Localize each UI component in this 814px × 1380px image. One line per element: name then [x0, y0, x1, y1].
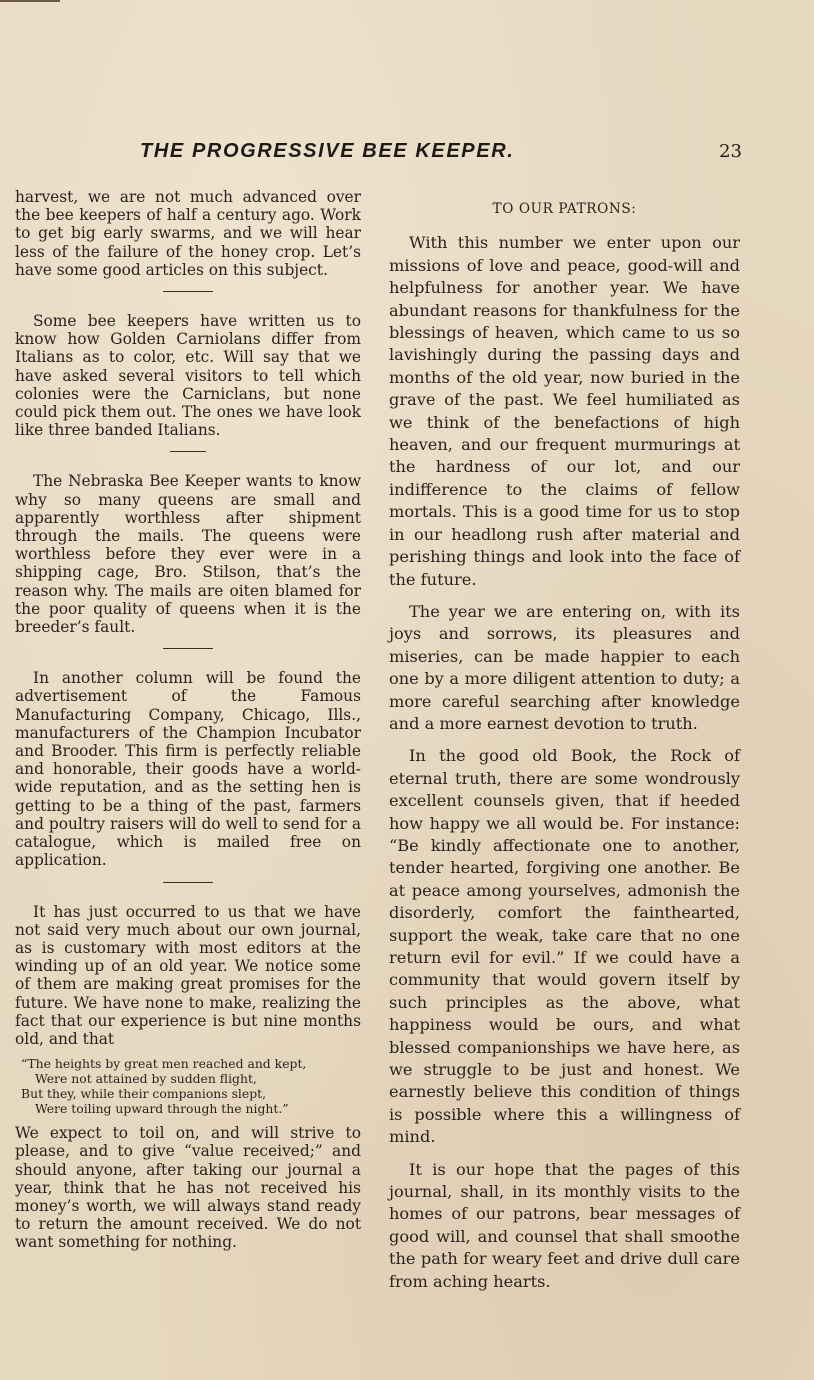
page-header — [140, 140, 750, 170]
right-paragraph-4: It is our hope that the pages of this journal, shall, in its monthly visits to the homes of our patrons, bear messages of good will, and counsel that shall smoothe the path for weary feet and drive dull care from aching hearts. — [389, 1159, 740, 1291]
left-paragraph-1: harvest, we are not much advanced over the bee keepers of half a century ago. Work to get big early swarms, and we will hear less of the failure of the honey crop. Let’s have some good articles on this subject. — [15, 188, 361, 279]
section-divider — [163, 648, 213, 649]
right-column — [389, 188, 740, 1293]
left-paragraph-6: We expect to toil on, and will strive to please, and to give “value received;” and should anyone, after taking our journal a year, think that he has not received his money’s worth, we will always stand ready to return the amount received. We do not want something for nothing. — [15, 1124, 361, 1252]
section-heading: TO OUR PATRONS: — [492, 201, 637, 217]
masthead-title: THE PROGRESSIVE BEE KEEPER. — [140, 140, 515, 162]
section-divider — [163, 291, 213, 292]
poem-quote — [21, 1056, 361, 1116]
poem-line: “The heights by great men reached and kept, — [21, 1056, 307, 1072]
poem-line: Were not attained by sudden flight, — [35, 1071, 257, 1087]
left-paragraph-4: In another column will be found the advertisement of the Famous Manufacturing Company, Chicago, Ills., manufacturers of the Champion Incubator and Brooder. This firm is perfectly reliable and honorable, their goods have a world-wide reputation, and as the setting hen is getting to be a thing of the past, farmers and poultry raisers will do well to send for a catalogue, which is mailed free on application. — [15, 669, 361, 870]
right-paragraph-2: The year we are entering on, with its joys and sorrows, its pleasures and miseries, can be made happier to each one by a more diligent attention to duty; a more careful searching after knowledge and a more earnest devotion to truth. — [389, 601, 740, 733]
top-edge-rule — [0, 0, 60, 2]
right-paragraph-3: In the good old Book, the Rock of eternal truth, there are some wondrously excellent counsels given, that if heeded how happy we all would be. For instance: “Be kindly affectionate one to another, tender hearted, forgiving one another. Be at peace among yourselves, admonish the disorderly, comfort the fainthearted, support the weak, take care that no one return evil for evil.” If we could have a community that would govern itself by such principles as the above, what happiness would be ours, and what blessed companionships we have here, as we struggle to be just and honest. We earnestly believe this condition of things is possible where this a willingness of mind. — [389, 746, 740, 1147]
left-column — [15, 188, 361, 1252]
left-paragraph-3: The Nebraska Bee Keeper wants to know why so many queens are small and apparently worthless after shipment through the mails. The queens were worthless before they ever were in a shipping cage, Bro. Stilson, that’s the reason why. The mails are oiten blamed for the poor quality of queens when it is the breeder’s fault. — [15, 472, 361, 637]
left-paragraph-5: It has just occurred to us that we have not said very much about our own journal, as is customary with most editors at the winding up of an old year. We notice some of them are making great promises for the future. We have none to make, realizing the fact that our experience is but nine months old, and that — [15, 902, 361, 1048]
section-divider — [163, 882, 213, 883]
page-number: 23 — [719, 141, 742, 162]
poem-line: Were toiling upward through the night.” — [35, 1101, 289, 1117]
left-paragraph-2: Some bee keepers have written us to know how Golden Carniolans differ from Italians as to color, etc. Will say that we have asked several visitors to tell which colonies were the Carniclans, but none could pick them out. The ones we have look like three banded Italians. — [15, 312, 361, 440]
right-paragraph-1: With this number we enter upon our missions of love and peace, good-will and helpfulness for another year. We have abundant reasons for thankfulness for the blessings of heaven, which came to us so lavishingly during the passing days and months of the old year, now buried in the grave of the past. We feel humiliated as we think of the benefactions of high heaven, and our frequent murmurings at the hardness of our lot, and our indifference to the claims of fellow mortals. This is a good time for us to stop in our headlong rush after material and perishing things and look into the face of the future. — [389, 233, 740, 589]
poem-line: But they, while their companions slept, — [21, 1086, 267, 1102]
section-divider — [170, 451, 206, 452]
